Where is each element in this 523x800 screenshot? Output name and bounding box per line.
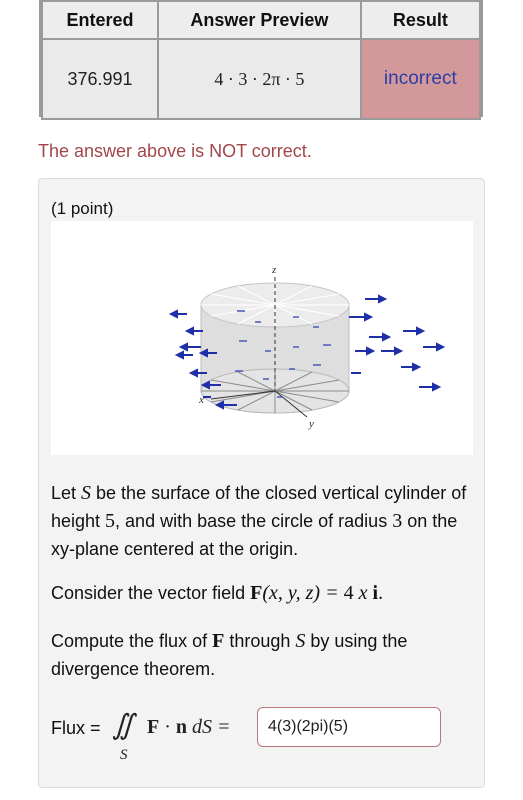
math-args: (x, y, z) = [262, 582, 344, 604]
math-radius: 3 [392, 510, 403, 532]
problem-box [38, 178, 485, 788]
math-dS: dS = [187, 716, 231, 738]
text-segment: by using the divergence theorem. [51, 631, 408, 679]
text-segment: through [224, 631, 296, 651]
problem-points: (1 point) [51, 199, 114, 218]
z-axis-label: z [272, 264, 277, 276]
math-S: S [81, 482, 92, 504]
math-F: F [250, 582, 263, 604]
double-integral-symbol: ∬ [112, 710, 135, 741]
math-S: S [295, 630, 306, 652]
text-segment: , and with base the circle of radius [115, 511, 393, 531]
flux-expression [147, 716, 231, 739]
math-F: F [147, 716, 160, 738]
math-coef: 4 [343, 582, 354, 604]
result-status: incorrect [361, 39, 480, 119]
vector-field-arrows-right [349, 296, 443, 390]
math-height: 5 [105, 510, 116, 532]
text-segment: Let [51, 483, 82, 503]
text-segment: Consider the vector field [51, 583, 251, 603]
problem-paragraph-instruction [51, 627, 476, 683]
text-segment: be the surface of the closed vertical cylinder of height [51, 483, 467, 531]
text-segment: on the xy-plane centered at the origin. [51, 511, 458, 559]
problem-paragraph-field [51, 579, 476, 607]
x-axis-label: x [199, 394, 204, 406]
math-i: i [372, 582, 379, 604]
math-period: . [378, 582, 384, 604]
feedback-message: The answer above is NOT correct. [38, 141, 312, 161]
cylinder-figure [51, 221, 473, 455]
header-answer-preview: Answer Preview [158, 1, 361, 39]
answer-preview: 4 · 3 · 2π · 5 [158, 39, 361, 119]
integral-subscript: S [120, 747, 128, 763]
cylinder-vector-field-diagram [51, 221, 473, 455]
header-entered: Entered [42, 1, 158, 39]
y-axis-label: y [309, 418, 314, 430]
results-row [42, 39, 480, 119]
header-result: Result [361, 1, 480, 39]
math-x: x [358, 582, 368, 604]
text-segment: Compute the flux of [51, 631, 213, 651]
results-header-row [42, 1, 480, 39]
math-F: F [212, 630, 225, 652]
problem-paragraph-surface [51, 479, 476, 563]
flux-answer-input[interactable] [257, 707, 441, 747]
math-n: n [175, 716, 188, 738]
results-table [39, 0, 483, 117]
entered-value: 376.991 [42, 39, 158, 119]
math-dot: · [159, 716, 176, 738]
flux-label: Flux = [51, 718, 101, 738]
flux-answer-row [51, 707, 471, 767]
